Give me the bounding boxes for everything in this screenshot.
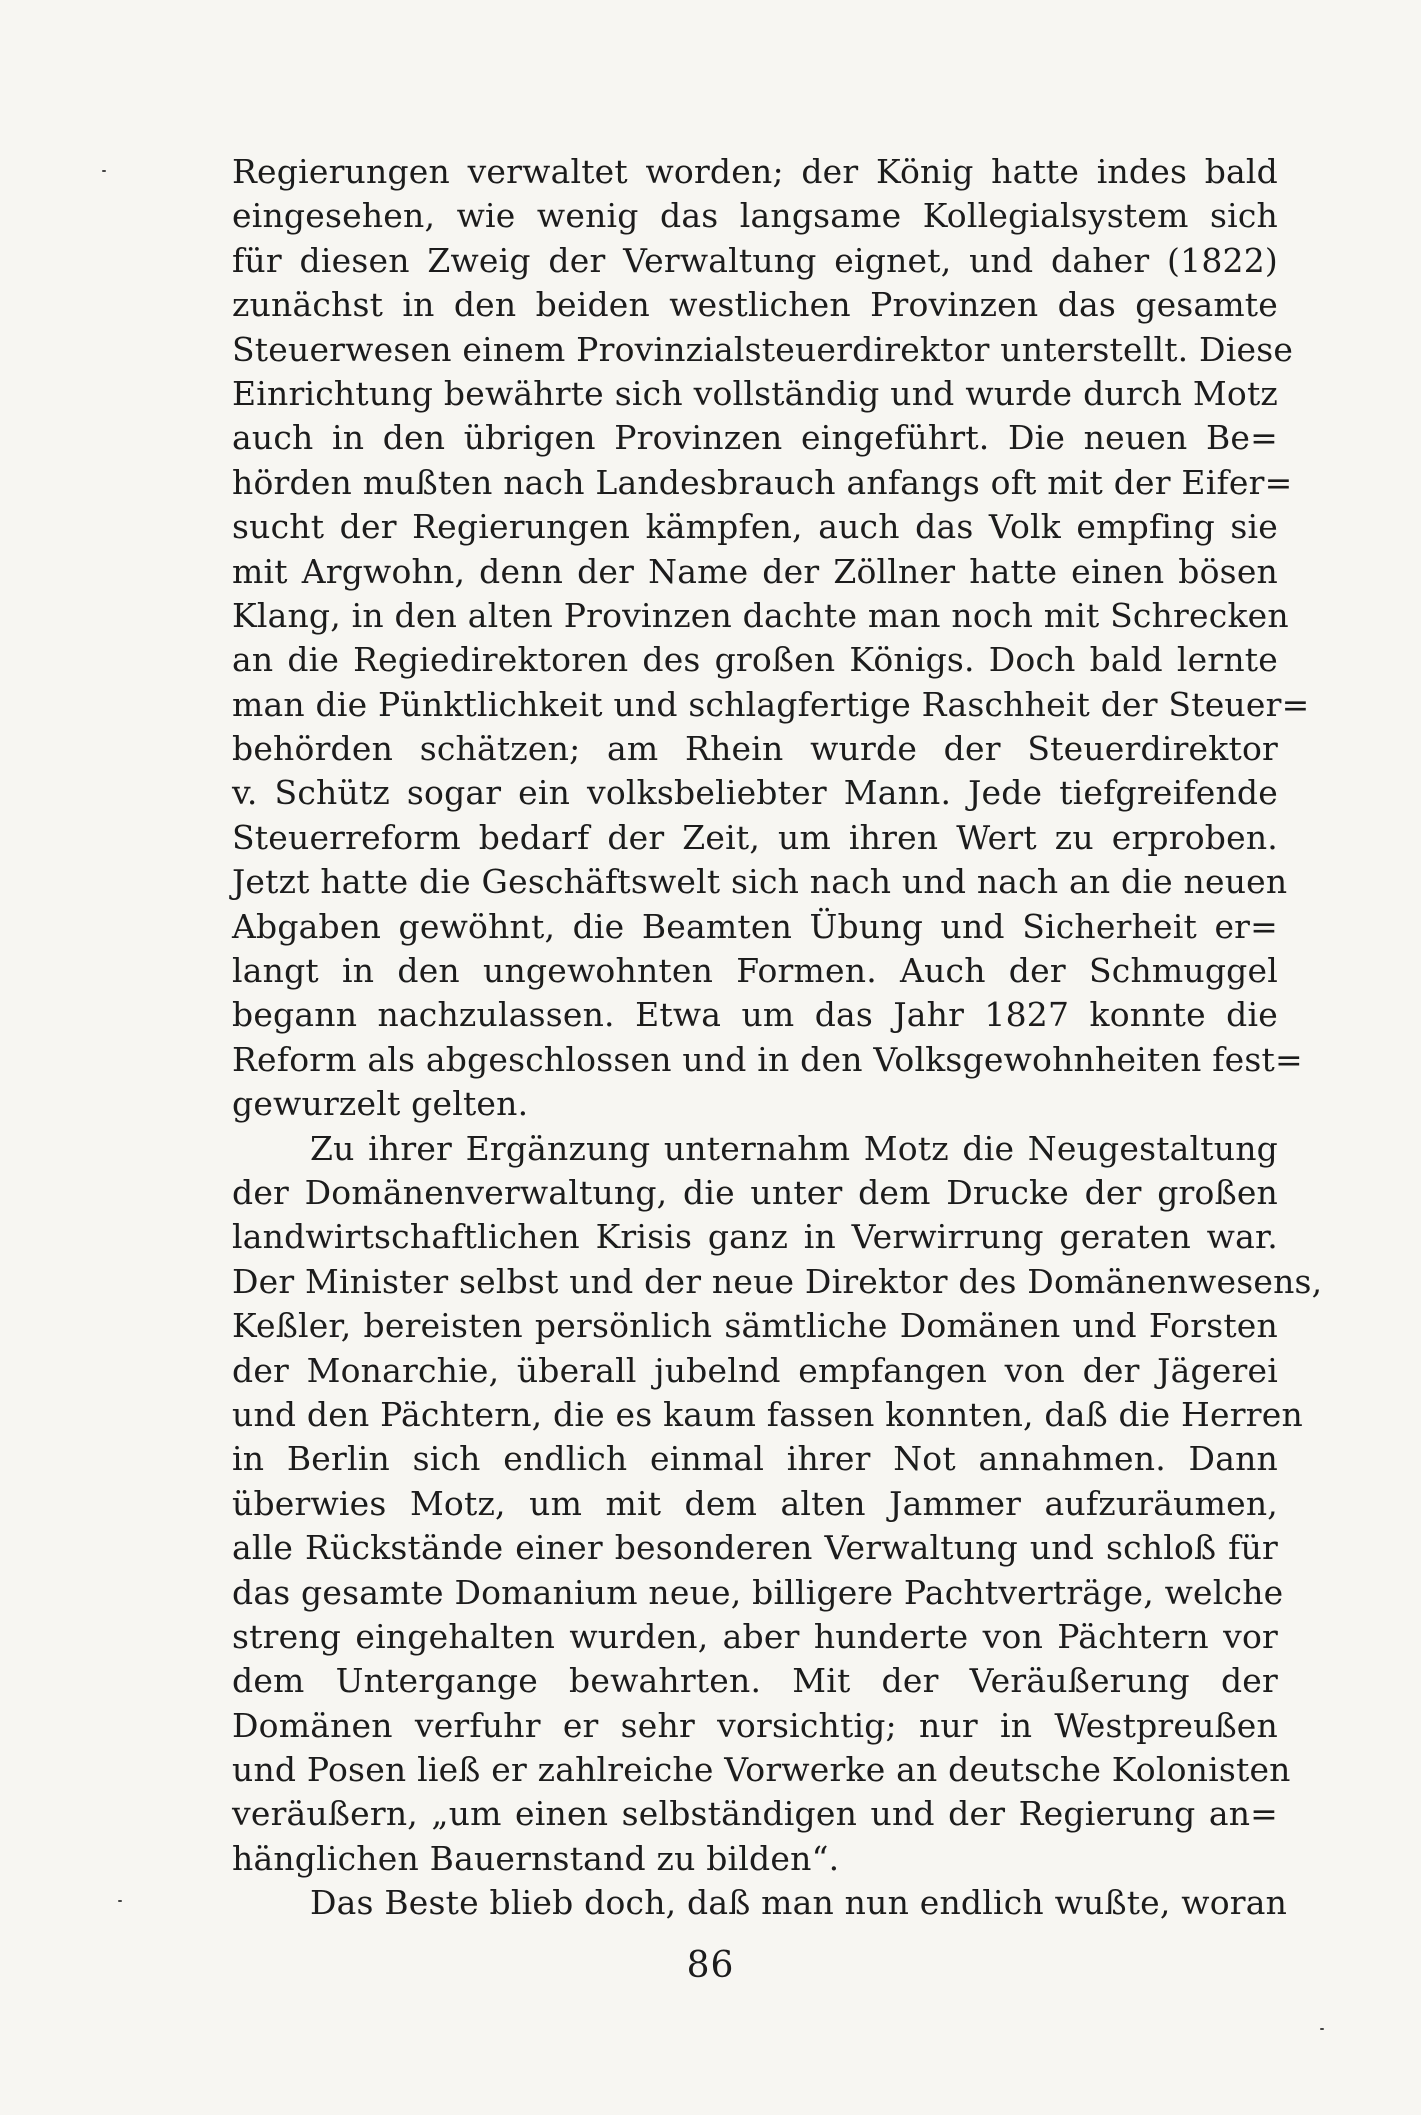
text-line: veräußern, „um einen selbständigen und der Regierung an=	[232, 1794, 1278, 1834]
text-line: in Berlin sich endlich einmal ihrer Not annahmen. Dann	[232, 1439, 1278, 1479]
text-line: hörden mußten nach Landesbrauch anfangs oft mit der Eifer=	[232, 462, 1293, 502]
paragraph	[232, 1881, 1288, 1925]
text-line: Keßler, bereisten persönlich sämtliche Domänen und Forsten	[232, 1306, 1278, 1346]
text-line: Zu ihrer Ergänzung unternahm Motz die Neugestaltung	[310, 1128, 1278, 1168]
text-line: Der Minister selbst und der neue Direktor des Domänenwesens,	[232, 1261, 1323, 1301]
text-line: überwies Motz, um mit dem alten Jammer aufzuräumen,	[232, 1483, 1278, 1523]
text-line: mit Argwohn, denn der Name der Zöllner hatte einen bösen	[232, 551, 1278, 591]
text-line: Das Beste blieb doch, daß man nun endlich wußte, woran	[310, 1883, 1288, 1923]
text-line: und den Pächtern, die es kaum fassen konnten, daß die Herren	[232, 1394, 1303, 1434]
page-text	[232, 150, 1323, 1926]
text-line: alle Rückstände einer besonderen Verwaltung und schloß für	[232, 1528, 1278, 1568]
text-line: der Domänenverwaltung, die unter dem Drucke der großen	[232, 1172, 1278, 1212]
text-line: man die Pünktlichkeit und schlagfertige Raschheit der Steuer=	[232, 684, 1310, 724]
text-line: hänglichen Bauernstand zu bilden“.	[232, 1838, 840, 1878]
text-line: Regierungen verwaltet worden; der König hatte indes bald	[232, 152, 1278, 191]
text-line: v. Schütz sogar ein volksbeliebter Mann. Jede tiefgreifende	[232, 773, 1278, 813]
text-line: langt in den ungewohnten Formen. Auch der Schmuggel	[232, 951, 1278, 991]
text-line: Steuerreform bedarf der Zeit, um ihren Wert zu erproben.	[232, 817, 1278, 857]
text-line: das gesamte Domanium neue, billigere Pachtverträge, welche	[232, 1572, 1284, 1612]
text-line: für diesen Zweig der Verwaltung eignet, und daher (1822)	[232, 240, 1278, 280]
text-line: eingesehen, wie wenig das langsame Kollegialsystem sich	[232, 196, 1278, 236]
text-line: sucht der Regierungen kämpfen, auch das Volk empfing sie	[232, 507, 1278, 547]
scan-speck	[1320, 2028, 1324, 2030]
page-number: 86	[686, 1945, 735, 1986]
paragraph	[232, 1127, 1323, 1882]
text-line: Domänen verfuhr er sehr vorsichtig; nur in Westpreußen	[232, 1705, 1278, 1745]
text-line: auch in den übrigen Provinzen eingeführt. Die neuen Be=	[232, 418, 1278, 458]
text-line: Steuerwesen einem Provinzialsteuerdirektor unterstellt. Diese	[232, 329, 1294, 369]
text-line: zunächst in den beiden westlichen Provinzen das gesamte	[232, 285, 1278, 325]
text-line: und Posen ließ er zahlreiche Vorwerke an deutsche Kolonisten	[232, 1750, 1291, 1790]
scan-speck	[102, 170, 106, 172]
text-line: landwirtschaftlichen Krisis ganz in Verwirrung geraten war.	[232, 1217, 1278, 1257]
text-line: Reform als abgeschlossen und in den Volksgewohnheiten fest=	[232, 1039, 1303, 1079]
text-line: begann nachzulassen. Etwa um das Jahr 1827 konnte die	[232, 995, 1278, 1035]
text-line: Klang, in den alten Provinzen dachte man noch mit Schrecken	[232, 595, 1289, 635]
text-line: Einrichtung bewährte sich vollständig und wurde durch Motz	[232, 373, 1278, 413]
text-line: dem Untergange bewahrten. Mit der Veräußerung der	[232, 1661, 1278, 1701]
text-line: Jetzt hatte die Geschäftswelt sich nach und nach an die neuen	[232, 862, 1288, 902]
text-line: behörden schätzen; am Rhein wurde der Steuerdirektor	[232, 729, 1278, 769]
paragraph	[232, 150, 1310, 1127]
text-line: gewurzelt gelten.	[232, 1084, 529, 1124]
text-line: an die Regiedirektoren des großen Königs. Doch bald lernte	[232, 640, 1278, 680]
text-line: Abgaben gewöhnt, die Beamten Übung und Sicherheit er=	[232, 906, 1278, 946]
text-line: streng eingehalten wurden, aber hunderte von Pächtern vor	[232, 1616, 1278, 1656]
scan-speck	[118, 1900, 122, 1902]
text-line: der Monarchie, überall jubelnd empfangen von der Jägerei	[232, 1350, 1278, 1390]
